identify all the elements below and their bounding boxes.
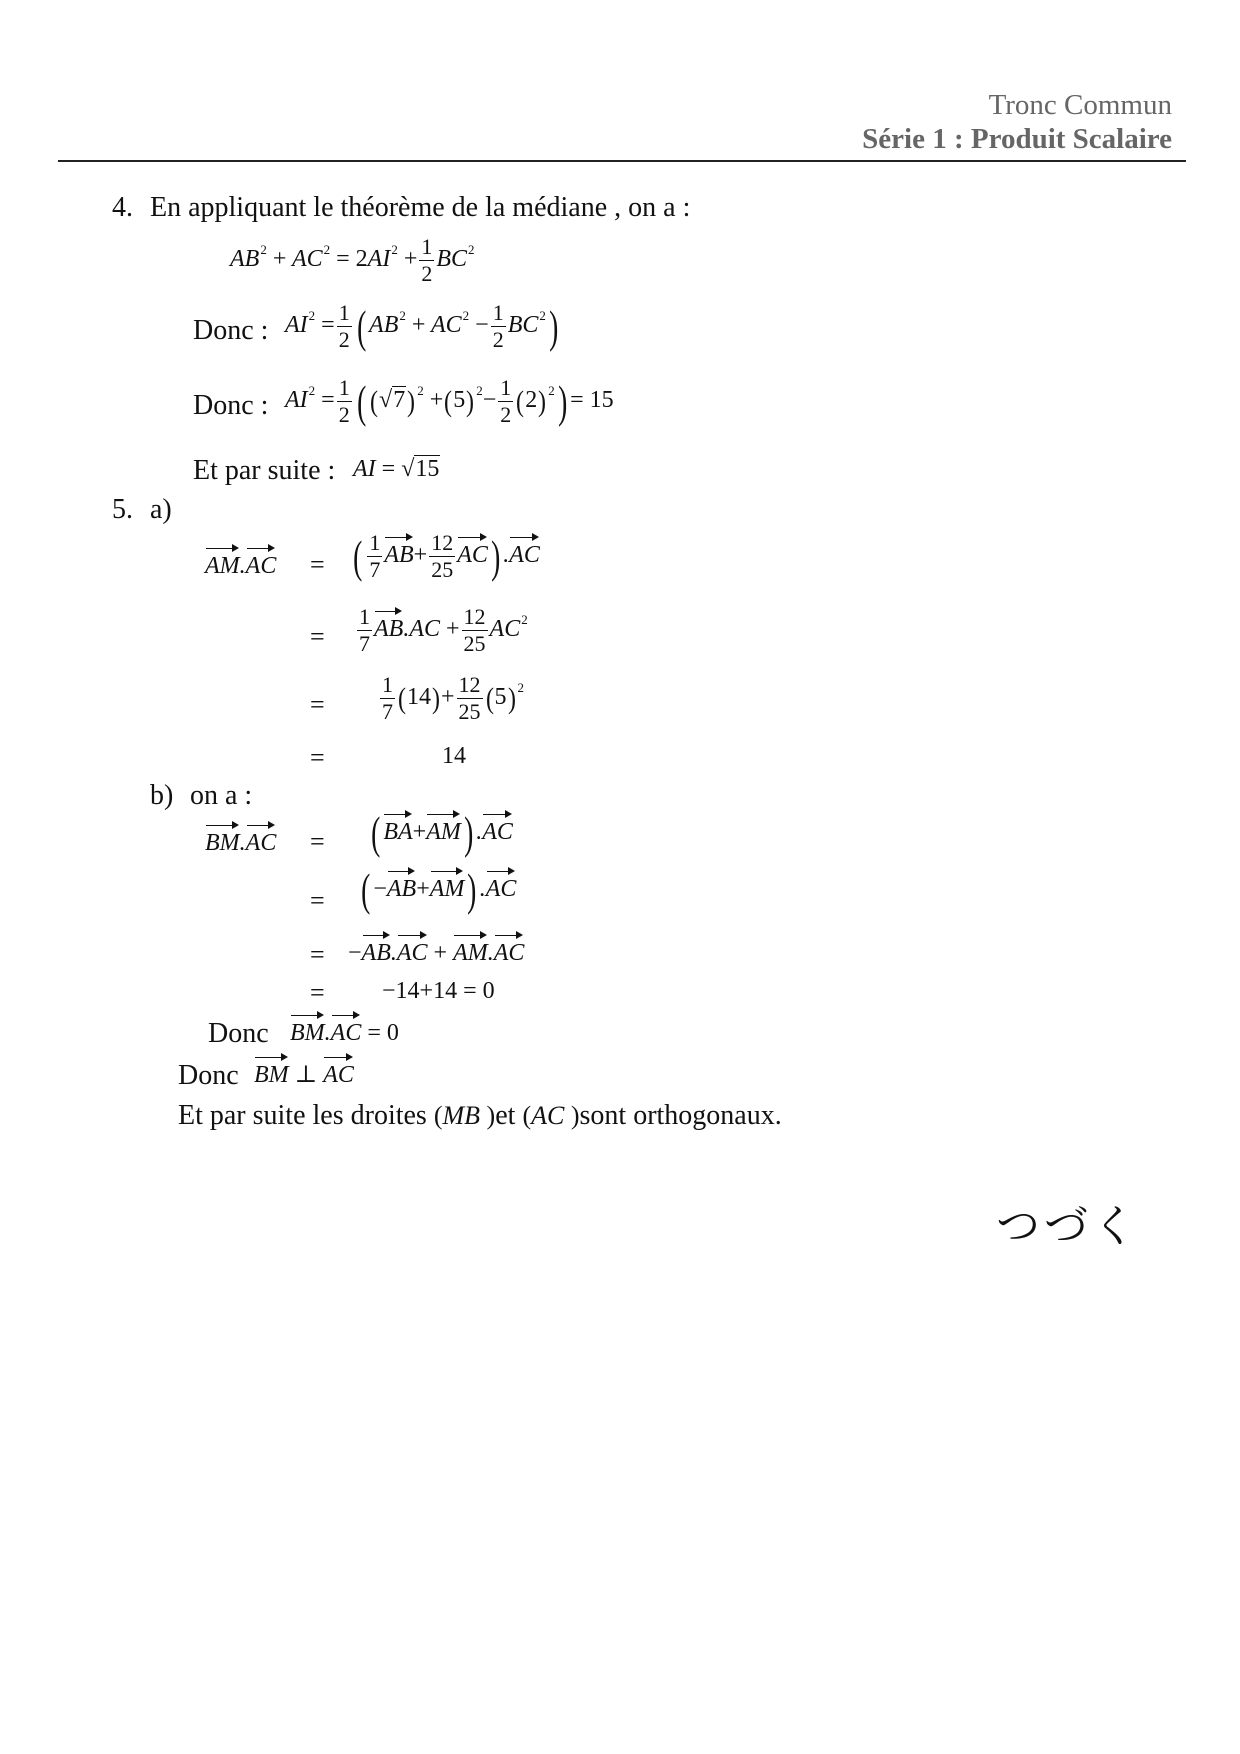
donc-zero-label: Donc [208,1018,269,1049]
q4-donc-1: Donc : [193,315,269,346]
a-eq-2: = [310,622,325,651]
b-eq-1: = [310,827,325,856]
a-step-3: $\frac{1}{7}$ (14)+ $\frac{12}{25}$ (5) $^2$ [382,672,525,724]
a-step-4: 14 [442,743,466,769]
donc-perp-label: Donc [178,1060,239,1091]
b-eq-3: = [310,940,325,969]
b-step-2: ( −AB+AM) .AC [361,864,517,916]
line-ac: AC [531,1101,565,1130]
b-lhs: BM.AC [205,822,276,857]
a-lhs: AM.AC [205,545,276,580]
ai-result-value: 15 [415,456,440,482]
q4-result-prefix: Et par suite : [193,455,336,486]
b-eq-4: = [310,978,325,1007]
dot-product-zero: BM.AC = 0 [290,1012,399,1047]
q4-donc-2: Donc : [193,390,269,421]
q4-number: 4. [112,192,133,223]
and-word: et [495,1100,516,1131]
b-eq-2: = [310,886,325,915]
conclusion-suffix: sont orthogonaux. [579,1100,782,1131]
b-step-3: −AB.AC + AM.AC [348,932,524,967]
a-eq-1: = [310,550,325,579]
a-eq-3: = [310,690,325,719]
q5-part-b-intro: on a : [190,780,253,811]
continued-marker: つづく [996,1201,1140,1252]
ai-squared-numeric: $AI^2$ = $\frac{1}{2}$ ( (√7) $^2$ +(5) $^2$− $\frac{1}{2}$ (2) $^2$) = 15 [285,375,614,427]
ai-squared-formula: $AI^2$ = $\frac{1}{2}$ ( $AB^2 + AC^2$ − $\frac{1}{2}$ $BC^2$) [285,300,559,352]
line-mb: MB [442,1101,481,1130]
q5-part-a: a) [150,494,172,525]
course-title: Tronc Commun [988,89,1172,121]
median-theorem-formula: $AB^2 + AC^2 = 2AI^2$ + $\frac{1}{2}$ $BC^2$ [230,234,475,286]
a-eq-4: = [310,743,325,772]
conclusion-line: Et par suite les droites (MB )et (AC )sont orthogonaux. [178,1100,782,1131]
q5-part-b: b) [150,780,174,811]
q4-intro: En appliquant le théorème de la médiane , on a : [150,192,691,223]
b-step-4: −14+14 = 0 [382,978,495,1004]
b-step-1: ( BA+AM) .AC [371,807,513,859]
perpendicular-statement: BM ⊥ AC [254,1054,354,1089]
a-step-1: ( $\frac{1}{7}$ AB+ $\frac{12}{25}$ AC) .AC [353,530,540,582]
header-rule [58,160,1186,162]
conclusion-prefix: Et par suite les droites [178,1100,427,1131]
series-title: Série 1 : Produit Scalaire [862,123,1172,155]
ai-result: AI = √15 [353,456,440,482]
q5-number: 5. [112,494,133,525]
a-step-2: $\frac{1}{7}$ AB.AC + $\frac{12}{25}$ $AC^2$ [359,604,528,656]
